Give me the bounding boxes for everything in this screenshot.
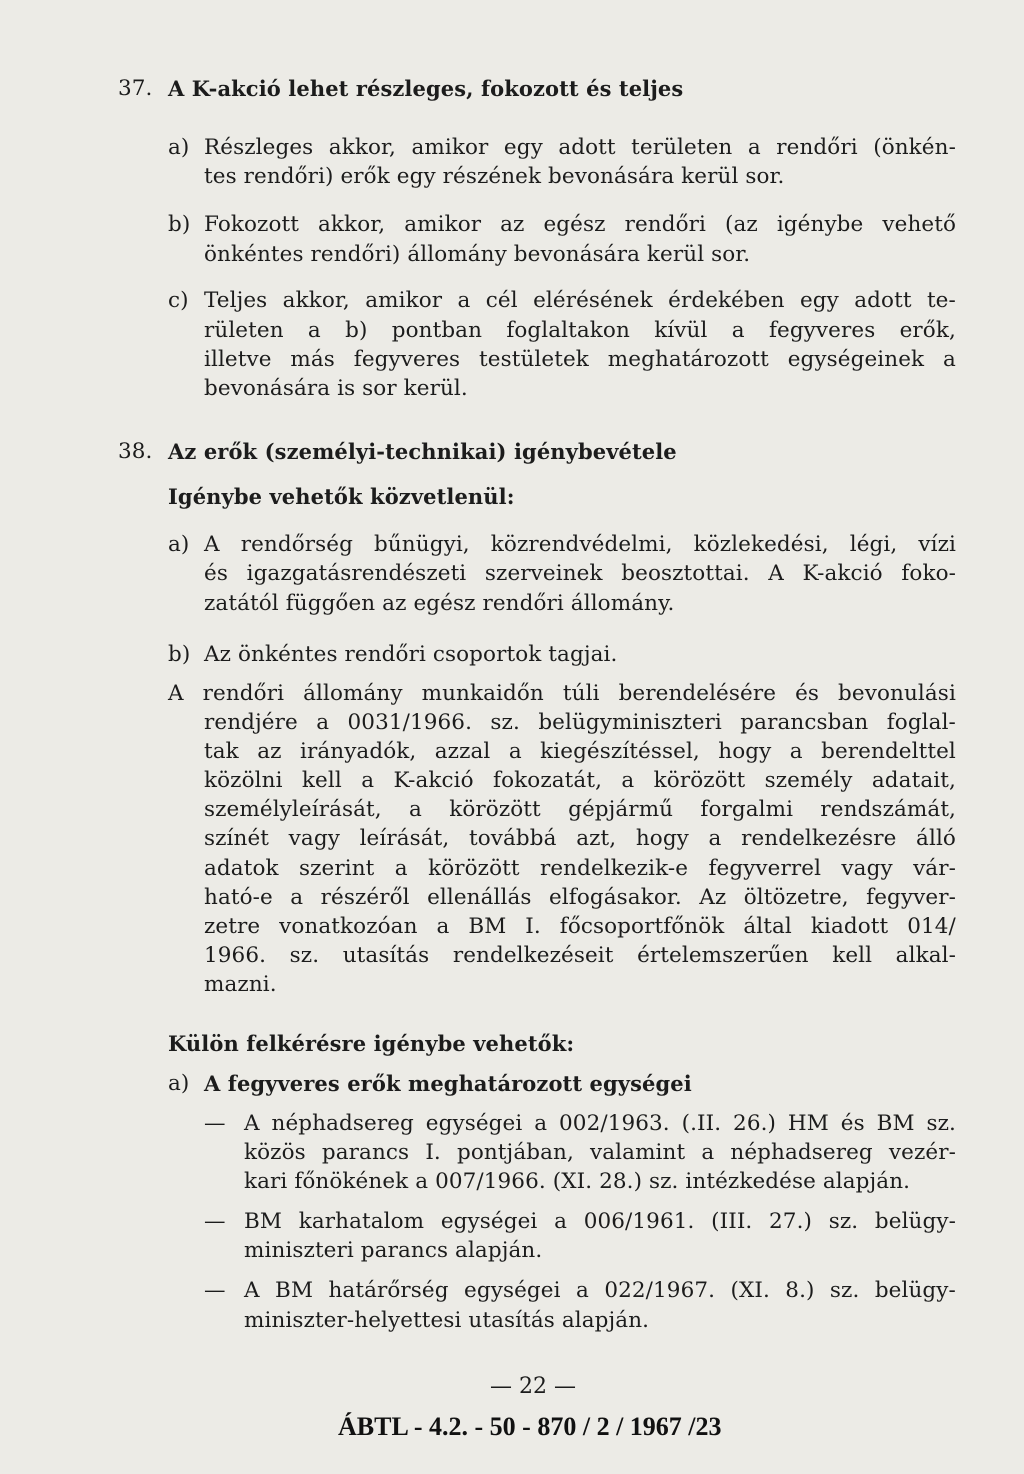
paragraph-line xyxy=(204,799,956,821)
word: és xyxy=(840,1111,865,1136)
paragraph-line: önkéntes rendőri) állomány bevonására kerül sor. xyxy=(204,242,751,267)
word: akkor, xyxy=(328,135,396,160)
word: hogy xyxy=(718,739,772,764)
paragraph-line: tes rendőri) erők egy részének bevonására kerül sor. xyxy=(204,164,785,189)
word: adatait, xyxy=(871,768,956,793)
word: rendőri xyxy=(624,212,706,237)
word: kiegészítéssel, xyxy=(540,739,700,764)
word: az xyxy=(257,739,282,764)
word: állomány xyxy=(303,681,403,706)
word: beosztottai. xyxy=(621,561,750,586)
word: vízi xyxy=(918,532,956,557)
paragraph-line xyxy=(244,1142,956,1164)
word: vagy xyxy=(841,856,893,881)
word: szerint xyxy=(298,856,375,881)
word: közölni xyxy=(204,768,283,793)
word: egységeinek xyxy=(787,347,925,372)
section-37-heading: A K-akció lehet részleges, fokozott és teljes xyxy=(168,76,684,101)
word: igénybe xyxy=(776,212,864,237)
word: körözött xyxy=(449,797,541,822)
word: foko- xyxy=(901,561,956,586)
word: az xyxy=(500,212,525,237)
word: adott xyxy=(854,288,912,313)
word: amikor xyxy=(411,135,489,160)
word: munkaidőn xyxy=(421,681,544,706)
word: (az xyxy=(724,212,758,237)
word: továbbá xyxy=(468,826,557,851)
word: elérésének xyxy=(533,288,653,313)
paragraph-line xyxy=(204,320,956,342)
item-label: a) xyxy=(168,1071,190,1096)
word: K-akció xyxy=(393,768,474,793)
word: kívül xyxy=(654,318,708,343)
word: BM xyxy=(244,1209,283,1234)
word: a xyxy=(747,135,761,160)
word: akkor, xyxy=(282,288,350,313)
word: belügy- xyxy=(874,1209,956,1234)
word: főcsoportfőnök xyxy=(559,914,725,939)
word: adatok xyxy=(204,856,279,881)
paragraph-line xyxy=(204,858,956,880)
word: 8.) xyxy=(785,1278,815,1303)
word: körözött xyxy=(653,768,746,793)
word: illetve xyxy=(204,347,272,372)
section-37-number: 37. xyxy=(118,76,153,101)
paragraph-line xyxy=(204,534,956,556)
word: irányadók, xyxy=(299,739,417,764)
word: alkal- xyxy=(895,943,956,968)
word: fegyveres xyxy=(768,318,876,343)
paragraph-line: bevonására is sor kerül. xyxy=(204,376,468,401)
word: határőrség xyxy=(328,1278,449,1303)
word: által xyxy=(743,914,792,939)
word: a xyxy=(290,885,304,910)
word: 014/ xyxy=(907,914,956,939)
word: 006/1961. xyxy=(583,1209,695,1234)
word: gépjármű xyxy=(568,797,674,822)
word: a xyxy=(457,288,471,313)
paragraph-line: kari főnökének a 007/1966. (XI. 28.) sz. intézkedése alapján. xyxy=(244,1169,911,1194)
word: néphadsereg xyxy=(730,1140,873,1165)
word: öltözetre, xyxy=(743,885,849,910)
word: a xyxy=(534,1111,548,1136)
word: rendőrség xyxy=(240,532,353,557)
item-label: a) xyxy=(168,135,190,160)
word: fegyver- xyxy=(866,885,956,910)
paragraph-line xyxy=(204,887,956,909)
word: (.II. xyxy=(681,1111,722,1136)
word: érdekében xyxy=(668,288,785,313)
word: 002/1963. xyxy=(559,1111,670,1136)
paragraph-line xyxy=(204,137,956,159)
word: kell xyxy=(301,768,342,793)
dash-bullet: — xyxy=(204,1278,226,1303)
word: cél xyxy=(485,288,518,313)
paragraph-line xyxy=(204,741,956,763)
word: pontban xyxy=(391,318,483,343)
subheading: Külön felkérésre igénybe vehetők: xyxy=(168,1031,575,1056)
word: elfogásakor. xyxy=(548,885,682,910)
paragraph-line: miniszteri parancs alapján. xyxy=(244,1238,543,1263)
word: 26.) xyxy=(733,1111,777,1136)
word: akkor, xyxy=(318,212,386,237)
word: egy xyxy=(799,288,839,313)
item-label: c) xyxy=(168,288,189,313)
word: közös xyxy=(244,1140,306,1165)
word: vár- xyxy=(913,856,956,881)
word: berendelttel xyxy=(821,739,956,764)
word: BM xyxy=(468,914,507,939)
word: hogy xyxy=(635,826,689,851)
word: (XI. xyxy=(730,1278,770,1303)
paragraph-line: zatától függően az egész rendőri állomány. xyxy=(204,591,675,616)
word: rendelkezik-e xyxy=(539,856,689,881)
word: vehető xyxy=(882,212,956,237)
word: túli xyxy=(562,681,600,706)
word: azzal xyxy=(434,739,491,764)
word: 1966. xyxy=(204,943,267,968)
paragraph-line: Az önkéntes rendőri csoportok tagjai. xyxy=(204,642,618,667)
word: sz. xyxy=(490,710,520,735)
word: BM xyxy=(876,1111,915,1136)
word: egységei xyxy=(464,1278,561,1303)
item-label: b) xyxy=(168,642,191,667)
word: a xyxy=(731,318,745,343)
word: rendelkezésre xyxy=(741,826,897,851)
word: ellenállás xyxy=(427,885,532,910)
word: fegyverrel xyxy=(708,856,822,881)
word: I. xyxy=(525,914,541,939)
word: forgalmi xyxy=(700,797,794,822)
paragraph-line xyxy=(204,214,956,236)
word: a xyxy=(436,914,450,939)
word: a xyxy=(701,1140,715,1165)
item-heading: A fegyveres erők meghatározott egységei xyxy=(204,1071,692,1096)
word: rendelkezéseit xyxy=(452,943,614,968)
word: álló xyxy=(916,826,956,851)
word: és xyxy=(795,681,820,706)
word: parancs xyxy=(321,1140,410,1165)
word: belügyminiszteri xyxy=(538,710,722,735)
word: a xyxy=(508,739,522,764)
word: közrendvédelmi, xyxy=(490,532,673,557)
word: bevonulási xyxy=(838,681,956,706)
paragraph-line xyxy=(204,945,956,967)
word: ható-e xyxy=(204,885,273,910)
word: kiadott xyxy=(810,914,889,939)
item-label: a) xyxy=(168,532,190,557)
word: belügy- xyxy=(874,1278,956,1303)
word: egész xyxy=(543,212,606,237)
paragraph-line xyxy=(244,1211,956,1233)
paragraph-line xyxy=(204,563,956,585)
paragraph-line xyxy=(244,1113,956,1135)
word: a xyxy=(576,1278,589,1303)
word: karhatalom xyxy=(298,1209,425,1234)
word: személy xyxy=(764,768,853,793)
word: azt, xyxy=(576,826,617,851)
word: sz. xyxy=(828,1209,859,1234)
word: vagy xyxy=(288,826,340,851)
paragraph-line: miniszter-helyettesi utasítás alapján. xyxy=(244,1308,650,1333)
word: BM xyxy=(275,1278,314,1303)
word: és xyxy=(204,561,228,586)
word: 0031/1966. xyxy=(347,710,473,735)
word: kell xyxy=(832,943,873,968)
paragraph-line xyxy=(204,290,956,312)
word: meghatározott xyxy=(607,347,769,372)
word: A xyxy=(244,1278,260,1303)
word: a xyxy=(307,318,321,343)
word: személyleírását, xyxy=(204,797,382,822)
word: te- xyxy=(926,288,956,313)
word: a xyxy=(409,797,422,822)
word: b) xyxy=(345,318,368,343)
paragraph-line xyxy=(204,828,956,850)
word: közlekedési, xyxy=(693,532,829,557)
word: körözött xyxy=(428,856,520,881)
word: rendszámát, xyxy=(820,797,956,822)
word: sz. xyxy=(829,1278,860,1303)
word: berendelésére xyxy=(618,681,777,706)
paragraph-line: mazni. xyxy=(204,972,277,997)
section-38-number: 38. xyxy=(118,439,153,464)
word: erők, xyxy=(899,318,956,343)
word: a xyxy=(361,768,375,793)
word: tak xyxy=(204,739,239,764)
word: egy xyxy=(503,135,543,160)
word: A xyxy=(768,561,784,586)
word: fokozatát, xyxy=(493,768,602,793)
word: a xyxy=(316,710,330,735)
word: egységei xyxy=(440,1209,538,1234)
word: Teljes xyxy=(204,288,268,313)
word: rületen xyxy=(204,318,284,343)
subheading: Igénybe vehetők közvetlenül: xyxy=(168,484,515,509)
section-38-heading: Az erők (személyi-technikai) igénybevétele xyxy=(168,439,677,464)
paragraph-line xyxy=(204,770,956,792)
paragraph-line xyxy=(168,683,956,705)
word: A xyxy=(244,1111,260,1136)
word: vezér- xyxy=(888,1140,956,1165)
word: részéről xyxy=(320,885,410,910)
word: más xyxy=(290,347,335,372)
word: A xyxy=(168,681,184,706)
word: a xyxy=(708,826,722,851)
paragraph-line xyxy=(204,712,956,734)
word: sz. xyxy=(289,943,320,968)
word: rendjére xyxy=(204,710,298,735)
word: vonatkozóan xyxy=(279,914,418,939)
word: a xyxy=(394,856,408,881)
word: fegyveres xyxy=(353,347,461,372)
item-label: b) xyxy=(168,212,191,237)
paragraph-line xyxy=(204,916,956,938)
word: utasítás xyxy=(342,943,430,968)
word: igazgatásrendészeti xyxy=(246,561,467,586)
word: 022/1967. xyxy=(604,1278,716,1303)
word: értelemszerűen xyxy=(637,943,809,968)
word: I. xyxy=(425,1140,441,1165)
word: a xyxy=(554,1209,568,1234)
word: rendőri xyxy=(202,681,285,706)
word: néphadsereg xyxy=(271,1111,414,1136)
word: rendőri xyxy=(776,135,858,160)
word: HM xyxy=(787,1111,829,1136)
word: 27.) xyxy=(769,1209,813,1234)
word: amikor xyxy=(365,288,443,313)
word: légi, xyxy=(849,532,898,557)
word: Az xyxy=(699,885,727,910)
word: Részleges xyxy=(204,135,314,160)
word: foglaltakon xyxy=(506,318,630,343)
word: valamint xyxy=(590,1140,686,1165)
word: pontjában, xyxy=(456,1140,574,1165)
word: szerveinek xyxy=(484,561,603,586)
word: a xyxy=(789,739,803,764)
word: bűnügyi, xyxy=(374,532,470,557)
dash-bullet: — xyxy=(204,1209,226,1234)
word: a xyxy=(943,347,956,372)
word: (III. xyxy=(711,1209,753,1234)
word: a xyxy=(621,768,635,793)
paragraph-line xyxy=(204,349,956,371)
archive-reference: ÁBTL - 4.2. - 50 - 870 / 2 / 1967 /23 xyxy=(338,1412,722,1441)
word: foglal- xyxy=(886,710,956,735)
word: színét xyxy=(204,826,270,851)
word: parancsban xyxy=(740,710,869,735)
word: K-akció xyxy=(802,561,883,586)
word: Fokozott xyxy=(204,212,300,237)
dash-bullet: — xyxy=(204,1111,226,1136)
word: zetre xyxy=(204,914,261,939)
word: leírását, xyxy=(359,826,450,851)
word: egységei xyxy=(425,1111,523,1136)
word: amikor xyxy=(404,212,482,237)
word: (önkén- xyxy=(873,135,956,160)
page-number: — 22 — xyxy=(490,1374,576,1399)
word: A xyxy=(204,532,220,557)
word: sz. xyxy=(926,1111,956,1136)
word: adott xyxy=(558,135,616,160)
word: területen xyxy=(631,135,733,160)
word: testületek xyxy=(479,347,589,372)
paragraph-line xyxy=(244,1280,956,1302)
